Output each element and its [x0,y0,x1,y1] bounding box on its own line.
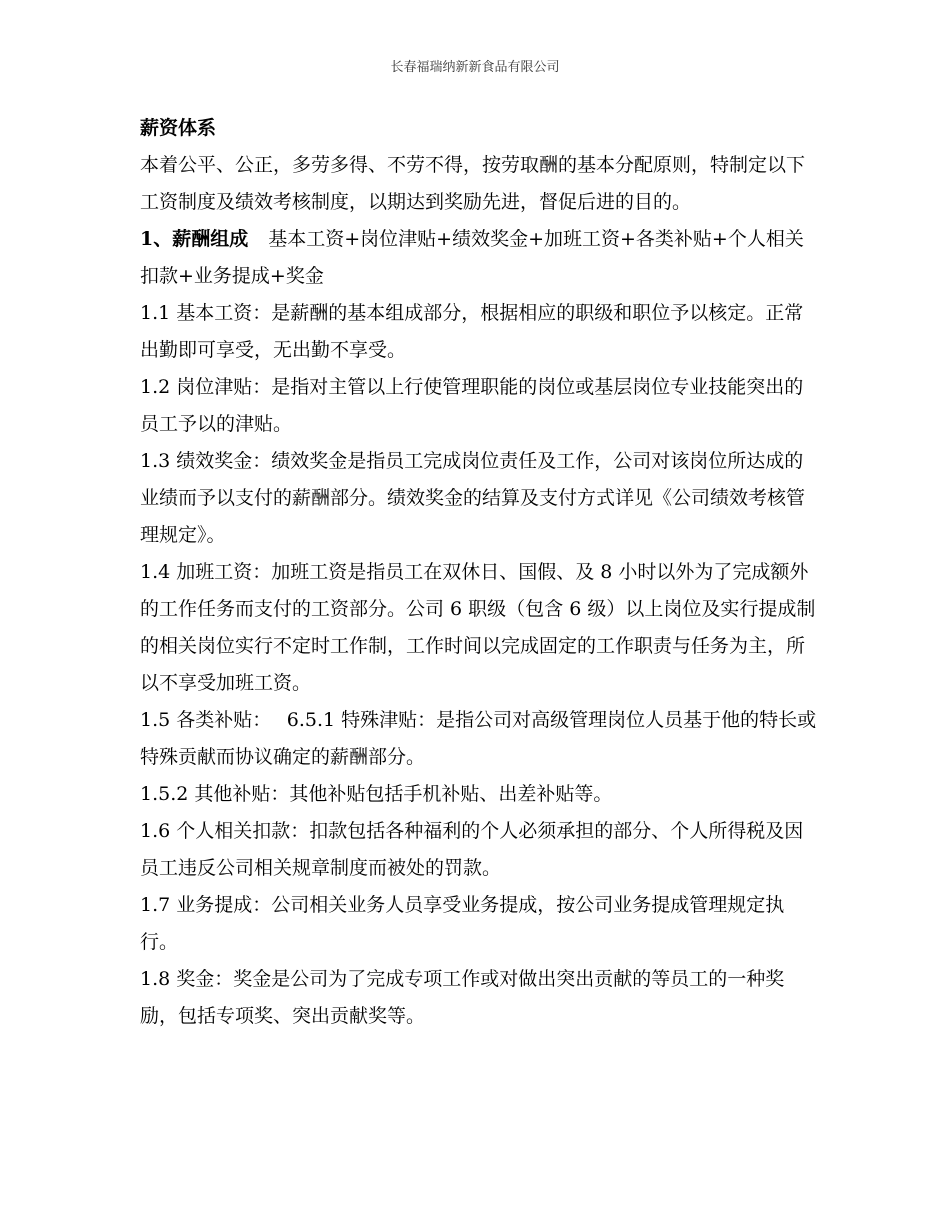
document-body [140,110,820,1035]
section-heading: 1、薪酬组成 [140,228,249,250]
document-title: 薪资体系 [140,117,217,139]
item-other-subsidies: 1.5.2 其他补贴：其他补贴包括手机补贴、出差补贴等。 [140,783,613,805]
item-basic-salary: 1.1 基本工资：是薪酬的基本组成部分，根据相应的职级和职位予以核定。正常出勤即可享受，无出勤不享受。 [140,302,804,361]
intro-paragraph: 本着公平、公正，多劳多得、不劳不得，按劳取酬的基本分配原则，特制定以下工资制度及绩效考核制度，以期达到奖励先进，督促后进的目的。 [140,154,806,213]
item-subsidies: 1.5 各类补贴： 6.5.1 特殊津贴：是指公司对高级管理岗位人员基于他的特长或特殊贡献而协议确定的薪酬部分。 [140,709,817,768]
item-position-allowance: 1.2 岗位津贴：是指对主管以上行使管理职能的岗位或基层岗位专业技能突出的员工予以的津贴。 [140,376,804,435]
item-business-commission: 1.7 业务提成：公司相关业务人员享受业务提成，按公司业务提成管理规定执行。 [140,894,785,953]
item-overtime-pay: 1.4 加班工资：加班工资是指员工在双休日、国假、及 8 小时以外为了完成额外的工作任务而支付的工资部分。公司 6 职级（包含 6 级）以上岗位及实行提成制的相关岗位实行不定时工作制，工作时间以完成固定的工作职责与任务为主，所以不享受加班工资。 [140,561,816,694]
section-text: 基本工资+岗位津贴+绩效奖金+加班工资+各类补贴+个人相关扣款+业务提成+奖金 [140,228,804,287]
page-header-company: 长春福瑞纳新新食品有限公司 [390,60,560,75]
item-performance-bonus: 1.3 绩效奖金：绩效奖金是指员工完成岗位责任及工作，公司对该岗位所达成的业绩而予以支付的薪酬部分。绩效奖金的结算及支付方式详见《公司绩效考核管理规定》。 [140,450,806,546]
item-personal-deductions: 1.6 个人相关扣款：扣款包括各种福利的个人必须承担的部分、个人所得税及因员工违反公司相关规章制度而被处的罚款。 [140,820,804,879]
item-bonus: 1.8 奖金：奖金是公司为了完成专项工作或对做出突出贡献的等员工的一种奖励，包括专项奖、突出贡献奖等。 [140,968,785,1027]
section-salary-composition [140,221,820,295]
